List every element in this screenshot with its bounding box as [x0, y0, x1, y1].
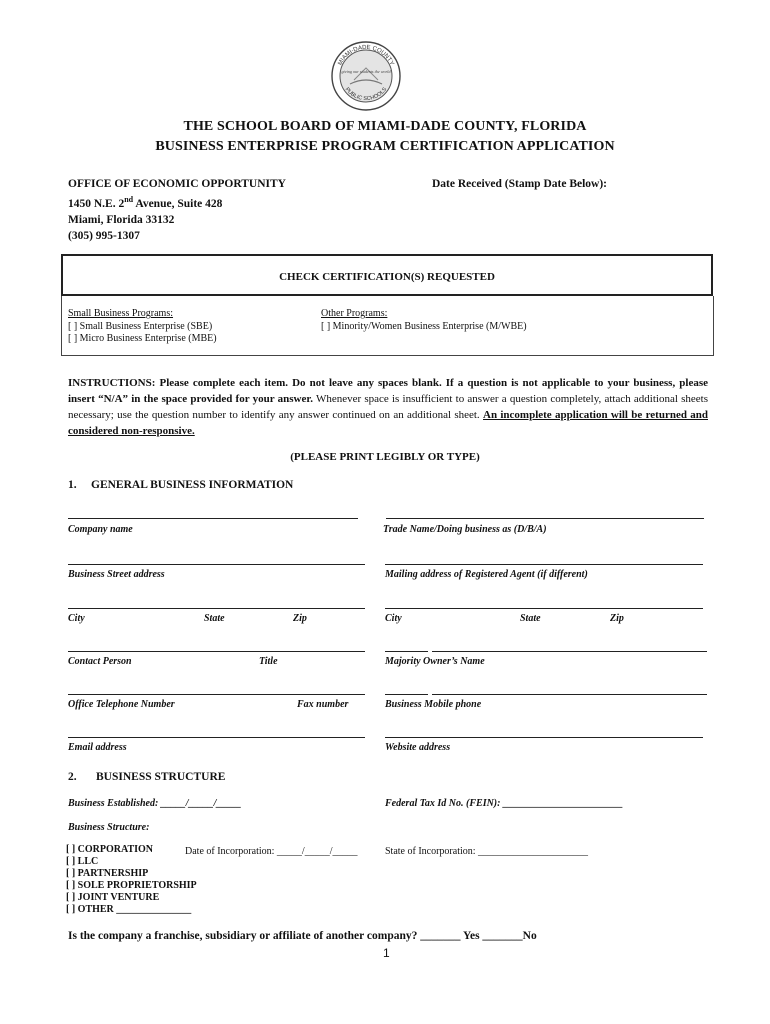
city-label-left: City [68, 613, 85, 624]
contact-title-line[interactable] [68, 651, 365, 652]
header-line-2: BUSINESS ENTERPRISE PROGRAM CERTIFICATION APPLICATION [155, 139, 615, 154]
email-label: Email address [68, 742, 127, 753]
structure-option-other[interactable]: [ ] OTHER _______________ [66, 904, 192, 915]
city-label-right: City [385, 613, 402, 624]
email-line[interactable] [68, 737, 365, 738]
seal-motto: giving our students the world [341, 69, 391, 74]
other-programs [321, 308, 527, 333]
office-city: Miami, Florida 33132 [68, 213, 175, 226]
trade-name-label: Trade Name/Doing business as (D/B/A) [383, 524, 547, 535]
structure-option-sole-proprietorship[interactable]: [ ] SOLE PROPRIETORSHIP [66, 880, 197, 891]
incorporation-state-field[interactable]: State of Incorporation: ______________________ [385, 846, 589, 857]
mailing-label: Mailing address of Registered Agent (if different) [385, 569, 588, 580]
structure-option-partnership[interactable]: [ ] PARTNERSHIP [66, 868, 149, 879]
zip-label-right: Zip [610, 613, 624, 624]
office-name: OFFICE OF ECONOMIC OPPORTUNITY [68, 178, 286, 190]
office-street: 1450 N.E. 2nd Avenue, Suite 428 [68, 195, 223, 210]
phone-fax-line[interactable] [68, 694, 365, 695]
structure-option-corporation[interactable]: [ ] CORPORATION [66, 844, 154, 855]
street-line[interactable] [68, 564, 365, 565]
page-number: 1 [383, 946, 390, 960]
school-board-seal [330, 40, 402, 112]
business-established-field[interactable]: Business Established: _____/_____/_____ [68, 798, 242, 809]
state-label-right: State [520, 613, 541, 624]
company-name-label: Company name [68, 524, 133, 535]
fax-label: Fax number [297, 699, 349, 710]
city-state-zip-line-right[interactable] [385, 608, 703, 609]
owner-line[interactable] [432, 651, 707, 652]
incorporation-date-field[interactable]: Date of Incorporation: _____/_____/_____ [185, 846, 358, 857]
seal-ring-bottom: PUBLIC SCHOOLS [343, 86, 389, 103]
section-1-title: GENERAL BUSINESS INFORMATION [91, 479, 294, 491]
contact-label: Contact Person [68, 656, 132, 667]
company-name-line[interactable] [68, 518, 358, 519]
business-structure-label: Business Structure: [68, 822, 150, 833]
zip-label-left: Zip [293, 613, 307, 624]
street-label: Business Street address [68, 569, 165, 580]
mobile-line-short[interactable] [385, 694, 428, 695]
city-state-zip-line-left[interactable] [68, 608, 365, 609]
owner-line-short[interactable] [385, 651, 428, 652]
franchise-question[interactable]: Is the company a franchise, subsidiary or affiliate of another company? _______ Yes _______No [68, 930, 537, 942]
print-note: (PLEASE PRINT LEGIBLY OR TYPE) [290, 451, 480, 463]
structure-options [66, 844, 197, 916]
website-line[interactable] [385, 737, 703, 738]
structure-option-joint-venture[interactable]: [ ] JOINT VENTURE [66, 892, 160, 903]
small-programs-title: Small Business Programs: [68, 308, 174, 319]
mobile-line[interactable] [432, 694, 707, 695]
section-2-number: 2. [68, 771, 77, 783]
mwbe-checkbox[interactable]: [ ] Minority/Women Business Enterprise (M/WBE) [321, 320, 527, 332]
mobile-label: Business Mobile phone [385, 699, 482, 710]
fein-field[interactable]: Federal Tax Id No. (FEIN): ________________________ [385, 798, 623, 809]
owner-label: Majority Owner’s Name [385, 656, 485, 667]
header-line-1: THE SCHOOL BOARD OF MIAMI-DADE COUNTY, FLORIDA [183, 119, 587, 134]
date-received-label: Date Received (Stamp Date Below): [432, 178, 608, 190]
trade-name-line[interactable] [386, 518, 704, 519]
mbe-checkbox[interactable]: [ ] Micro Business Enterprise (MBE) [68, 333, 217, 344]
seal-ring-top: MIAMI-DADE COUNTY [337, 44, 395, 67]
title-label: Title [259, 656, 278, 667]
cert-box-body [61, 296, 714, 356]
sbe-checkbox[interactable]: [ ] Small Business Enterprise (SBE) [68, 320, 213, 332]
section-2-title: BUSINESS STRUCTURE [96, 771, 226, 783]
cert-box-heading: CHECK CERTIFICATION(S) REQUESTED [61, 254, 713, 296]
structure-option-llc[interactable]: [ ] LLC [66, 856, 99, 867]
state-label-left: State [204, 613, 225, 624]
mailing-line[interactable] [385, 564, 703, 565]
website-label: Website address [385, 742, 451, 753]
instructions: INSTRUCTIONS: Please complete each item. Do not leave any spaces blank. If a question is not applicable to your business, please insert “N/A” in the space provided for your answer. Whenever space is insufficient to answer a question completely, attach additional sheets necessary; use the question number to identify any answer continued on an additional sheet. An incomplete application will be returned and considered non-responsive. [68, 377, 708, 437]
office-phone-label: Office Telephone Number [68, 699, 175, 710]
other-programs-title: Other Programs: [321, 308, 388, 319]
section-1-number: 1. [68, 479, 77, 491]
office-phone: (305) 995-1307 [68, 229, 140, 242]
small-programs [68, 308, 217, 346]
office-address [68, 176, 286, 244]
